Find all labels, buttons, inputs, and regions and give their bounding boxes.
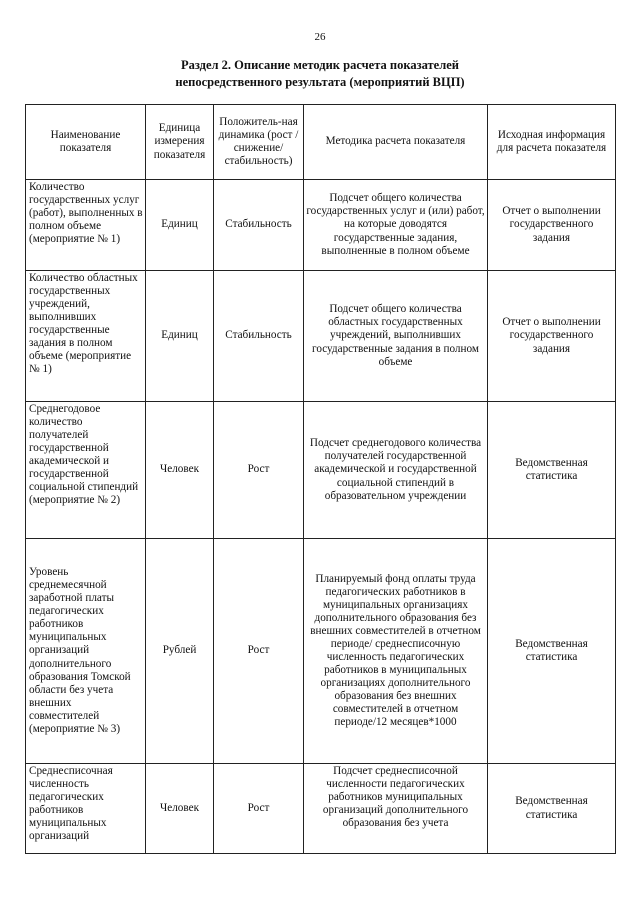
row-1-dynamics: Стабильность <box>214 180 304 271</box>
row-4-method: Планируемый фонд оплаты труда педагогических работников в муниципальных организациях дополнительного образования без внешних совместителей в отчетном периоде/ среднесписочную численность педагогических работников в муниципальных организациях дополнительного образования без внешних совместителей в отчетном периоде/12 месяцев*1000 <box>304 539 488 764</box>
row-5-dynamics: Рост <box>214 764 304 854</box>
row-5-source: Ведомственная статистика <box>488 764 616 854</box>
row-2-source: Отчет о выполнении государственного задания <box>488 271 616 402</box>
section-title <box>60 57 580 91</box>
table-header-row <box>26 105 616 180</box>
row-4-unit: Рублей <box>146 539 214 764</box>
table-row <box>26 764 616 854</box>
row-2-unit: Единиц <box>146 271 214 402</box>
row-1-method: Подсчет общего количества государственных услуг и (или) работ, на которые доводятся государственные задания, выполненные в полном объеме <box>304 180 488 271</box>
row-3-dynamics: Рост <box>214 402 304 539</box>
header-dynamics: Положитель-ная динамика (рост / снижение/ стабильность) <box>214 105 304 180</box>
row-2-method: Подсчет общего количества областных государственных учреждений, выполнивших государственные задания в полном объеме <box>304 271 488 402</box>
table-row <box>26 271 616 402</box>
row-4-dynamics: Рост <box>214 539 304 764</box>
header-source: Исходная информация для расчета показателя <box>488 105 616 180</box>
row-1-unit: Единиц <box>146 180 214 271</box>
row-4-source: Ведомственная статистика <box>488 539 616 764</box>
row-5-name: Среднесписочная численность педагогических работников муниципальных организаций <box>26 764 146 854</box>
row-1-source: Отчет о выполнении государственного задания <box>488 180 616 271</box>
header-unit: Единица измерения показателя <box>146 105 214 180</box>
table-row <box>26 539 616 764</box>
row-2-dynamics: Стабильность <box>214 271 304 402</box>
row-1-name: Количество государственных услуг (работ), выполненных в полном объеме (мероприятие № 1) <box>26 180 146 271</box>
table-row <box>26 180 616 271</box>
row-3-source: Ведомственная статистика <box>488 402 616 539</box>
row-5-unit: Человек <box>146 764 214 854</box>
table-row <box>26 402 616 539</box>
row-5-method: Подсчет среднесписочной численности педагогических работников муниципальных организаций дополнительного образования без учета <box>304 764 488 854</box>
row-4-name: Уровень среднемесячной заработной платы педагогических работников муниципальных организаций дополнительного образования Томской области без учета внешних совместителей (мероприятие № 3) <box>26 539 146 764</box>
row-3-method: Подсчет среднегодового количества получателей государственной академической и государственной социальной стипендий в образовательном учреждении <box>304 402 488 539</box>
page-number: 26 <box>314 31 326 43</box>
indicators-table <box>25 104 616 854</box>
row-3-name: Среднегодовое количество получателей государственной академической и государственной социальной стипендий (мероприятие № 2) <box>26 402 146 539</box>
section-title-line-2: непосредственного результата (мероприятий ВЦП) <box>175 75 465 89</box>
header-indicator-name: Наименование показателя <box>26 105 146 180</box>
row-3-unit: Человек <box>146 402 214 539</box>
header-method: Методика расчета показателя <box>304 105 488 180</box>
section-title-line-1: Раздел 2. Описание методик расчета показателей <box>180 58 459 72</box>
row-2-name: Количество областных государственных учреждений, выполнивших государственные задания в полном объеме (мероприятие № 1) <box>26 271 146 402</box>
